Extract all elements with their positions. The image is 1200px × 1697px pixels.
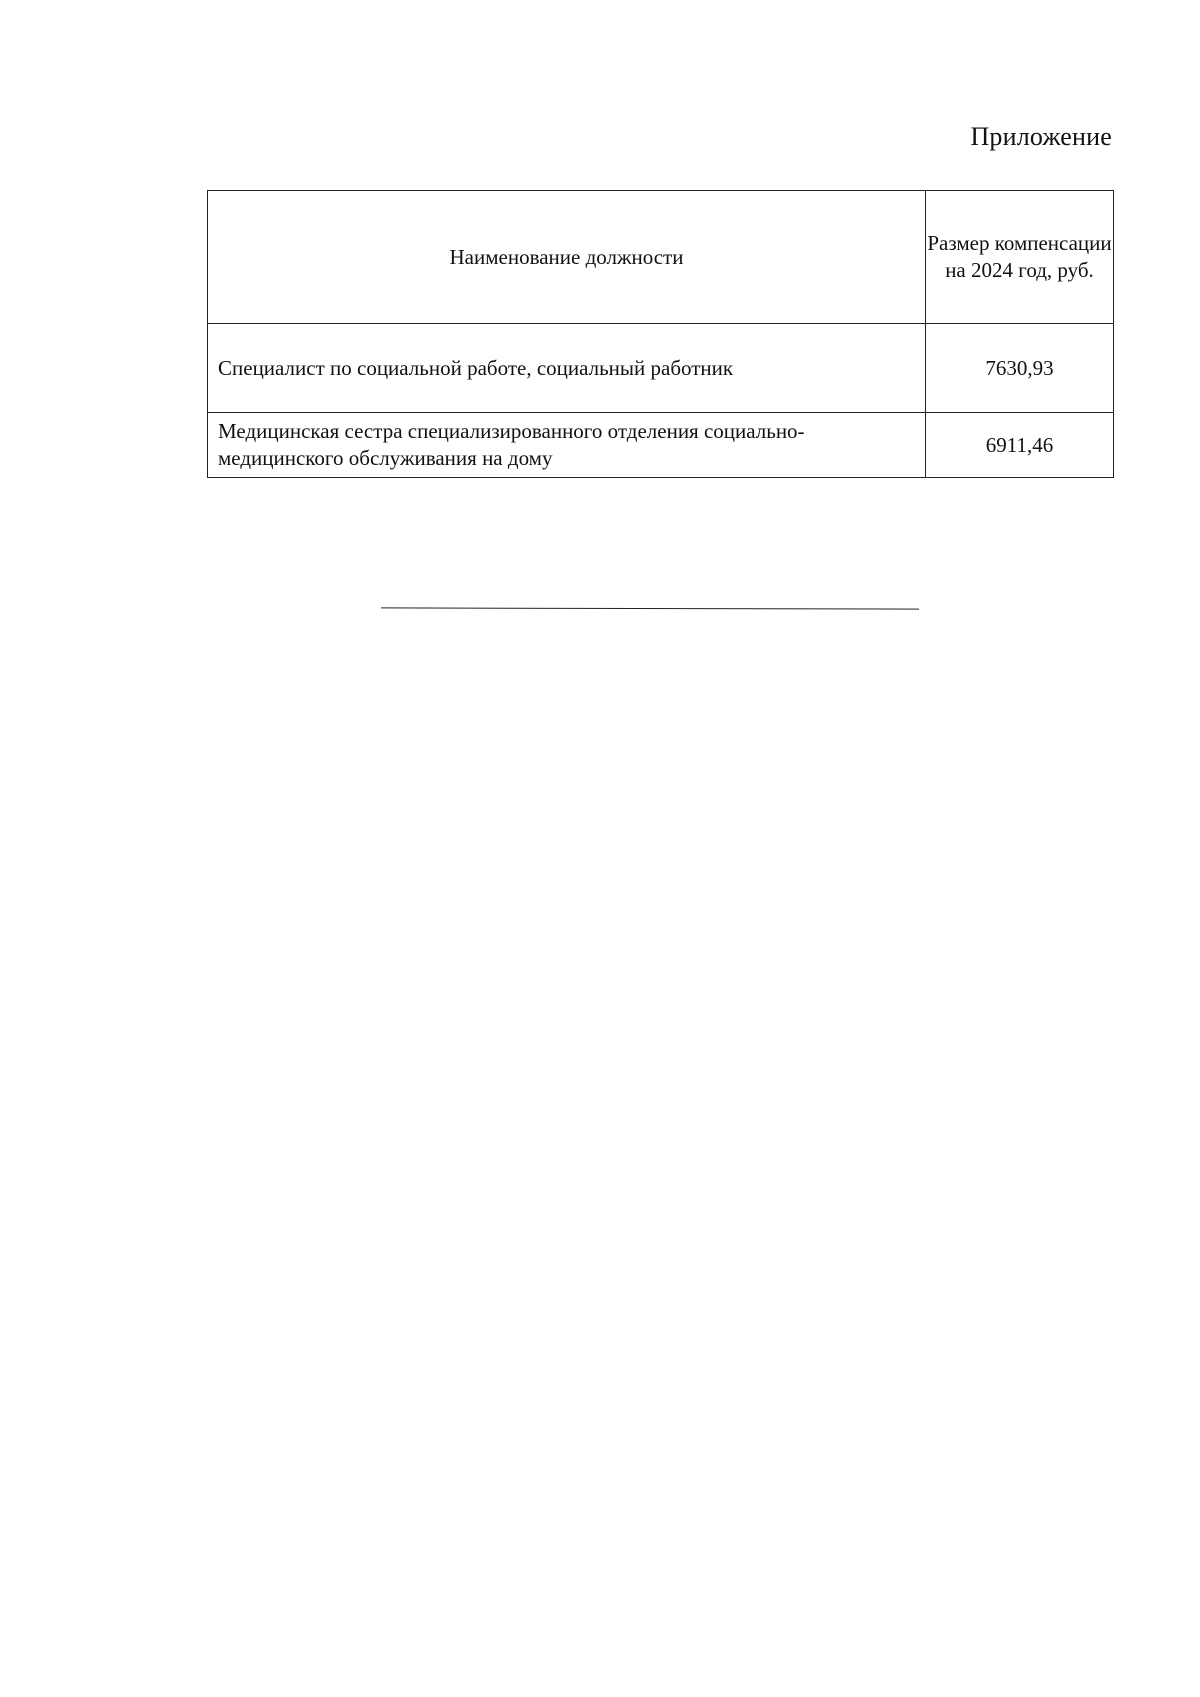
header-position: Наименование должности	[208, 191, 926, 324]
appendix-label: Приложение	[970, 122, 1112, 151]
amount-cell: 7630,93	[926, 324, 1114, 413]
position-cell: Медицинская сестра специализированного отделения социально-медицинского обслуживания на дому	[208, 413, 926, 478]
closing-divider-line	[381, 607, 919, 609]
amount-cell: 6911,46	[926, 413, 1114, 478]
table-row	[208, 413, 1114, 478]
compensation-table	[207, 190, 1114, 478]
table-row	[208, 324, 1114, 413]
table-header-row	[208, 191, 1114, 324]
position-cell: Специалист по социальной работе, социальный работник	[208, 324, 926, 413]
header-amount: Размер компенсации на 2024 год, руб.	[926, 191, 1114, 324]
